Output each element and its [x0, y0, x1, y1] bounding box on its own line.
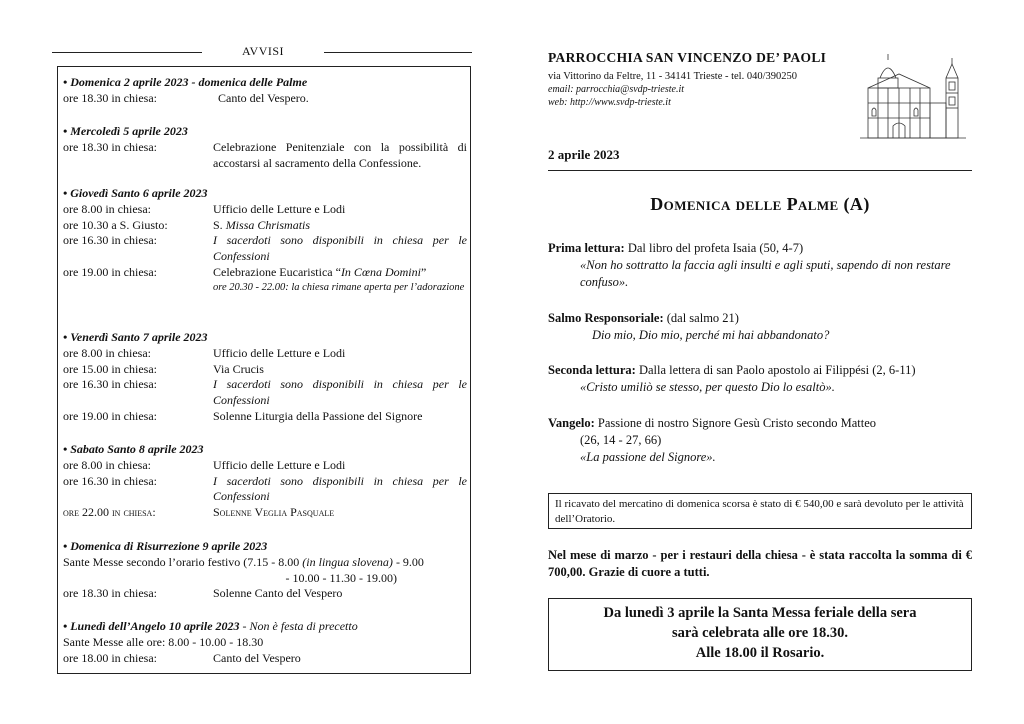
announcement-line: Alle 18.00 il Rosario.	[695, 645, 825, 661]
section-title: • Domenica di Risurrezione 9 aprile 2023	[63, 539, 268, 553]
schedule-row	[63, 377, 467, 409]
parish-contact	[548, 70, 797, 109]
schedule-row	[63, 505, 467, 521]
schedule-time: ore 16.30 in chiesa:	[63, 377, 157, 392]
schedule-row	[63, 651, 467, 667]
section-title: • Sabato Santo 8 aprile 2023	[63, 442, 204, 456]
section-title: • Lunedì dell’Angelo 10 aprile 2023 - Non è festa di precetto	[63, 619, 358, 633]
reading-quote: «Non ho sottratto la faccia agli insulti e agli sputi, sapendo di non restare confuso».	[580, 258, 951, 289]
avvisi-title: AVVISI	[241, 44, 285, 58]
parish-web: web: http://www.svdp-trieste.it	[548, 97, 671, 108]
schedule-text: I sacerdoti sono disponibili in chiesa per le Confessioni	[213, 233, 467, 264]
liturgy-title: Domenica delle Palme (A)	[650, 194, 870, 214]
parish-name: PARROCCHIA SAN VINCENZO DE’ PAOLI	[548, 50, 827, 65]
schedule-row	[63, 474, 467, 506]
schedule-time: ore 15.00 in chiesa:	[63, 361, 157, 376]
church-drawing-icon	[858, 48, 968, 144]
schedule-row	[63, 586, 467, 602]
schedule-time: ore 16.30 in chiesa:	[63, 473, 157, 488]
schedule-text: Solenne Liturgia della Passione del Signore	[213, 408, 423, 423]
schedule-text: Canto del Vespero.	[218, 90, 309, 105]
restauri-note: Nel mese di marzo - per i restauri della chiesa - è stata raccolta la somma di € 700,00. Grazie di cuore a tutti.	[548, 548, 972, 579]
bulletin-date: 2 aprile 2023	[548, 147, 620, 162]
announcement-line: sarà celebrata alle ore 18.30.	[671, 625, 849, 641]
schedule-text: Canto del Vespero	[213, 650, 301, 665]
schedule-text: Ufficio delle Letture e Lodi	[213, 201, 346, 216]
reading-block	[548, 362, 972, 396]
schedule-text: I sacerdoti sono disponibili in chiesa per le Confessioni	[213, 473, 467, 504]
schedule-time: ore 19.00 in chiesa:	[63, 264, 157, 279]
reading-quote: Dio mio, Dio mio, perché mi hai abbandonato?	[592, 328, 830, 342]
schedule-text: Ufficio delle Letture e Lodi	[213, 457, 346, 472]
schedule-text: I sacerdoti sono disponibili in chiesa per le Confessioni	[213, 377, 467, 408]
schedule-row	[63, 265, 467, 281]
avvisi-header	[52, 44, 472, 60]
reading-quote: «Cristo umiliò se stesso, per questo Dio lo esaltò».	[580, 380, 835, 394]
reading-source: Passione di nostro Signore Gesù Cristo secondo Matteo	[594, 416, 876, 430]
masses-line: Sante Messe alle ore: 8.00 - 10.00 - 18.30	[63, 634, 264, 649]
avviso-section	[63, 75, 467, 107]
masses-line-cont: - 10.00 - 11.30 - 19.00)	[285, 570, 397, 585]
reading-block	[548, 415, 972, 466]
schedule-text: Celebrazione Eucaristica “In Cœna Domini”	[213, 264, 427, 279]
schedule-time: ore 18.00 in chiesa:	[63, 650, 157, 665]
schedule-row	[63, 91, 467, 107]
avviso-section	[63, 442, 467, 521]
section-title: • Domenica 2 aprile 2023 - domenica delle Palme	[63, 75, 308, 89]
schedule-text: S. Missa Chrismatis	[213, 217, 311, 232]
parish-address: via Vittorino da Feltre, 11 - 34141 Trieste - tel. 040/390250	[548, 71, 798, 82]
schedule-row	[63, 362, 467, 378]
schedule-time: ore 19.00 in chiesa:	[63, 408, 157, 423]
schedule-row	[63, 140, 467, 172]
schedule-row	[63, 218, 467, 234]
reading-label: Seconda lettura:	[548, 363, 636, 377]
reading-source: Dalla lettera di san Paolo apostolo ai Filippési (2, 6-11)	[635, 363, 916, 377]
reading-quote: «La passione del Signore».	[580, 450, 716, 464]
reading-label: Prima lettura:	[548, 241, 625, 255]
reading-source-cont: (26, 14 - 27, 66)	[580, 433, 662, 447]
reading-source: Dal libro del profeta Isaia (50, 4-7)	[624, 241, 804, 255]
schedule-text: Solenne Canto del Vespero	[213, 586, 343, 601]
divider	[548, 170, 972, 171]
schedule-row	[63, 458, 467, 474]
schedule-time: ore 8.00 in chiesa:	[63, 201, 151, 216]
avviso-section	[63, 619, 467, 666]
schedule-time: ore 18.30 in chiesa:	[63, 90, 157, 105]
section-title: • Giovedì Santo 6 aprile 2023	[63, 186, 208, 200]
avviso-section	[63, 186, 467, 294]
masses-line: Sante Messe secondo l’orario festivo (7.15 - 8.00 (in lingua slovena) - 9.00	[63, 554, 424, 569]
announcement-box	[548, 598, 972, 671]
parish-email: email: parrocchia@svdp-trieste.it	[548, 84, 685, 95]
reading-source: (dal salmo 21)	[663, 311, 739, 325]
avviso-section	[63, 124, 467, 171]
schedule-row	[63, 233, 467, 265]
schedule-time: ore 22.00 in chiesa:	[63, 505, 156, 520]
schedule-time: ore 16.30 in chiesa:	[63, 233, 157, 248]
schedule-text: Solenne Veglia Pasquale	[213, 505, 335, 520]
avviso-section	[63, 330, 467, 425]
reading-block	[548, 310, 972, 344]
section-title: • Venerdì Santo 7 aprile 2023	[63, 330, 208, 344]
mercatino-note: Il ricavato del mercatino di domenica scorsa è stato di € 540,00 e sarà devoluto per le attività dell’Oratorio.	[548, 493, 972, 529]
reading-block	[548, 240, 972, 291]
announcement-line: Da lunedì 3 aprile la Santa Messa feriale della sera	[603, 605, 917, 621]
adoration-note: ore 20.30 - 22.00: la chiesa rimane aperta per l’adorazione	[213, 281, 465, 293]
reading-label: Salmo Responsoriale:	[548, 311, 664, 325]
schedule-row	[63, 409, 467, 425]
schedule-row	[63, 346, 467, 362]
schedule-text: Ufficio delle Letture e Lodi	[213, 345, 346, 360]
schedule-time: ore 18.30 in chiesa:	[63, 586, 157, 601]
schedule-row	[63, 202, 467, 218]
section-title: • Mercoledì 5 aprile 2023	[63, 124, 188, 138]
avviso-section	[63, 539, 467, 602]
reading-label: Vangelo:	[548, 416, 595, 430]
schedule-time: ore 8.00 in chiesa:	[63, 457, 151, 472]
schedule-time: ore 8.00 in chiesa:	[63, 345, 151, 360]
schedule-text: Via Crucis	[213, 361, 264, 376]
schedule-time: ore 18.30 in chiesa:	[63, 139, 157, 154]
schedule-time: ore 10.30 a S. Giusto:	[63, 217, 168, 232]
schedule-text: Celebrazione Penitenziale con la possibilità di accostarsi al sacramento della Confessione.	[213, 139, 467, 170]
